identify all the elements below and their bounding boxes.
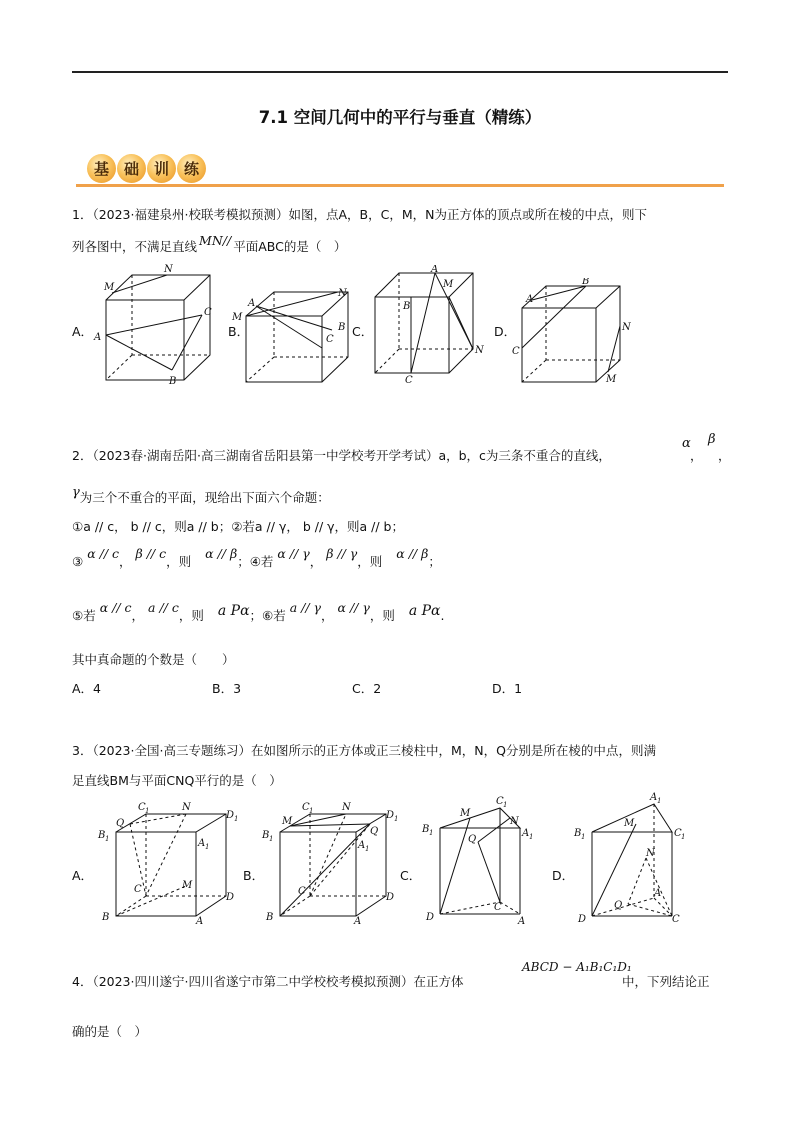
q4-line1: 4．（2023·四川遂宁·四川省遂宁市第二中学校校考模拟预测）在正方体: [72, 974, 464, 989]
q1-line1: 1．（2023·福建泉州·校联考模拟预测）如图，点A，B，C，M，N为正方体的顶点或所在棱的中点，则下: [72, 207, 647, 222]
svg-text:C: C: [298, 886, 306, 897]
top-rule: [72, 71, 728, 73]
q1-option-c[interactable]: C．: [352, 324, 374, 339]
svg-text:D: D: [226, 892, 235, 903]
q3-option-b[interactable]: B．: [243, 868, 265, 883]
section-char-1: 基: [87, 154, 116, 183]
q1-option-b[interactable]: B．: [228, 324, 250, 339]
svg-text:C: C: [134, 884, 142, 895]
section-char-4: 练: [177, 154, 206, 183]
q1d-label-a: A: [526, 294, 534, 305]
svg-text:D: D: [386, 810, 395, 821]
q2-line2: γ为三个不重合的平面，现给出下面六个命题：: [72, 485, 330, 505]
svg-text:1: 1: [529, 833, 534, 841]
q2-choice-b[interactable]: B．3: [212, 681, 242, 696]
q1-figure-d: [510, 278, 640, 388]
q2-gamma: γ: [72, 485, 80, 500]
svg-text:1: 1: [365, 845, 370, 853]
q2-choice-a[interactable]: A．4: [72, 681, 102, 696]
section-char-3: 训: [147, 154, 176, 183]
q1a-label-c: C: [204, 307, 212, 318]
q2-question: 其中真命题的个数是（ ）: [72, 652, 235, 667]
q3-figure-b: [260, 796, 410, 926]
q4-line2: 确的是（ ）: [72, 1024, 148, 1039]
svg-text:B: B: [266, 912, 274, 923]
svg-text:N: N: [182, 802, 191, 813]
section-banner: [76, 151, 726, 187]
svg-text:1: 1: [394, 815, 399, 823]
svg-text:Q: Q: [614, 900, 623, 911]
svg-text:N: N: [342, 802, 351, 813]
svg-text:Q: Q: [468, 834, 477, 845]
q3-line2: 足直线BM与平面CNQ平行的是（ ）: [72, 773, 282, 788]
q2-number: 2．: [72, 448, 93, 463]
q2-alpha: α: [682, 436, 691, 451]
svg-text:A: A: [650, 792, 658, 803]
svg-text:D: D: [578, 914, 587, 925]
q2-line1: 2．（2023春·湖南岳阳·高三湖南省岳阳县第一中学校考开学考试）a，b，c为三条不重合的直线，: [72, 448, 611, 463]
q1-figure-c: [365, 265, 495, 387]
q1-option-a[interactable]: A．: [72, 324, 94, 339]
q1a-label-n: N: [164, 264, 173, 275]
svg-text:C: C: [138, 802, 146, 813]
q3-number: 3．: [72, 743, 93, 758]
q1-figure-b: [230, 282, 360, 388]
svg-text:B: B: [574, 828, 582, 839]
svg-text:D: D: [226, 810, 235, 821]
q1c-label-m: M: [443, 279, 454, 290]
q3-figure-a: [96, 796, 246, 926]
q4-math: ABCD − A₁B₁C₁D₁: [522, 960, 632, 974]
svg-text:1: 1: [105, 835, 110, 843]
q1c-label-a: A: [431, 265, 439, 275]
q4-number: 4．: [72, 974, 93, 989]
q1d-label-m: M: [606, 374, 617, 385]
q3-figure-d: [572, 792, 702, 928]
q1a-label-b: B: [169, 376, 177, 387]
svg-text:1: 1: [205, 843, 210, 851]
q1b-label-b: B: [338, 322, 346, 333]
q1c-label-n: N: [475, 345, 484, 356]
q3-line1: 3．（2023·全国·高三专题练习）在如图所示的正方体或正三棱柱中，M，N，Q分别是所在棱的中点，则满: [72, 743, 656, 758]
q2-prop-1-2: ①a // c， b // c，则a // b；②若a // γ， b // γ，则a // b；: [72, 519, 404, 534]
svg-text:D: D: [386, 892, 395, 903]
section-underline: [76, 184, 724, 187]
svg-text:C: C: [672, 914, 680, 925]
svg-text:M: M: [282, 816, 293, 827]
svg-text:1: 1: [269, 835, 274, 843]
svg-text:B: B: [98, 830, 106, 841]
svg-text:1: 1: [581, 833, 586, 841]
svg-text:N: N: [646, 848, 655, 859]
q1c-label-b: B: [403, 301, 411, 312]
svg-text:1: 1: [234, 815, 239, 823]
q1b-label-c: C: [326, 334, 334, 345]
q1d-label-n: N: [622, 322, 631, 333]
section-char-2: 础: [117, 154, 146, 183]
svg-text:1: 1: [145, 807, 150, 815]
svg-text:A: A: [654, 888, 662, 899]
svg-text:A: A: [196, 916, 204, 926]
q2-prop-5-6: ⑤若 α // c， a // c，则 a Pα；⑥若 a // γ， α // γ，则 a Pα.: [72, 600, 445, 623]
svg-text:C: C: [302, 802, 310, 813]
svg-text:C: C: [494, 902, 502, 913]
svg-text:M: M: [460, 808, 471, 819]
svg-text:1: 1: [309, 807, 314, 815]
q1d-label-b: B: [582, 278, 590, 287]
svg-text:A: A: [198, 838, 206, 849]
q1c-label-c: C: [405, 375, 413, 386]
q1-option-d[interactable]: D．: [494, 324, 517, 339]
q1a-label-m: M: [104, 282, 115, 293]
svg-text:D: D: [426, 912, 435, 923]
page-title: 7.1 空间几何中的平行与垂直（精练）: [258, 108, 542, 127]
svg-text:B: B: [262, 830, 270, 841]
svg-text:1: 1: [657, 797, 662, 805]
svg-text:1: 1: [681, 833, 686, 841]
q1-number: 1．: [72, 207, 93, 222]
q3-option-a[interactable]: A．: [72, 868, 94, 883]
q2-beta: β: [708, 432, 716, 447]
q1b-label-a: A: [248, 298, 256, 309]
q4-line1-end: 中，下列结论正: [622, 974, 710, 989]
q1-line2: 列各图中，不满足直线 MN// 平面ABC的是（ ）: [72, 233, 347, 254]
svg-text:1: 1: [429, 829, 434, 837]
svg-text:N: N: [510, 816, 519, 827]
svg-text:Q: Q: [370, 826, 379, 837]
svg-text:B: B: [422, 824, 430, 835]
q1-figure-a: [92, 260, 222, 388]
q1b-label-n: N: [338, 288, 347, 299]
svg-text:1: 1: [503, 801, 508, 809]
q2-comma-2: ，: [718, 448, 731, 463]
q2-comma-1: ，: [690, 448, 703, 463]
svg-text:C: C: [674, 828, 682, 839]
svg-text:A: A: [522, 828, 530, 839]
q2-choice-c[interactable]: C．2: [352, 681, 382, 696]
q2-choice-d[interactable]: D．1: [492, 681, 523, 696]
svg-text:A: A: [518, 916, 526, 927]
svg-text:C: C: [496, 796, 504, 807]
svg-text:B: B: [102, 912, 110, 923]
q1d-label-c: C: [512, 346, 520, 357]
svg-text:M: M: [624, 818, 635, 829]
q3-figure-c: [420, 794, 550, 928]
q2-prop-3-4: ③ α // c， β // c，则 α // β；④若 α // γ， β // γ，则 α // β；: [72, 546, 441, 569]
svg-text:M: M: [182, 880, 193, 891]
svg-text:A: A: [354, 916, 362, 926]
q3-option-d[interactable]: D．: [552, 868, 575, 883]
q3-option-c[interactable]: C．: [400, 868, 422, 883]
svg-text:Q: Q: [116, 818, 125, 829]
q1a-label-a: A: [94, 332, 102, 343]
q1b-label-m: M: [232, 312, 243, 323]
svg-text:A: A: [358, 840, 366, 851]
